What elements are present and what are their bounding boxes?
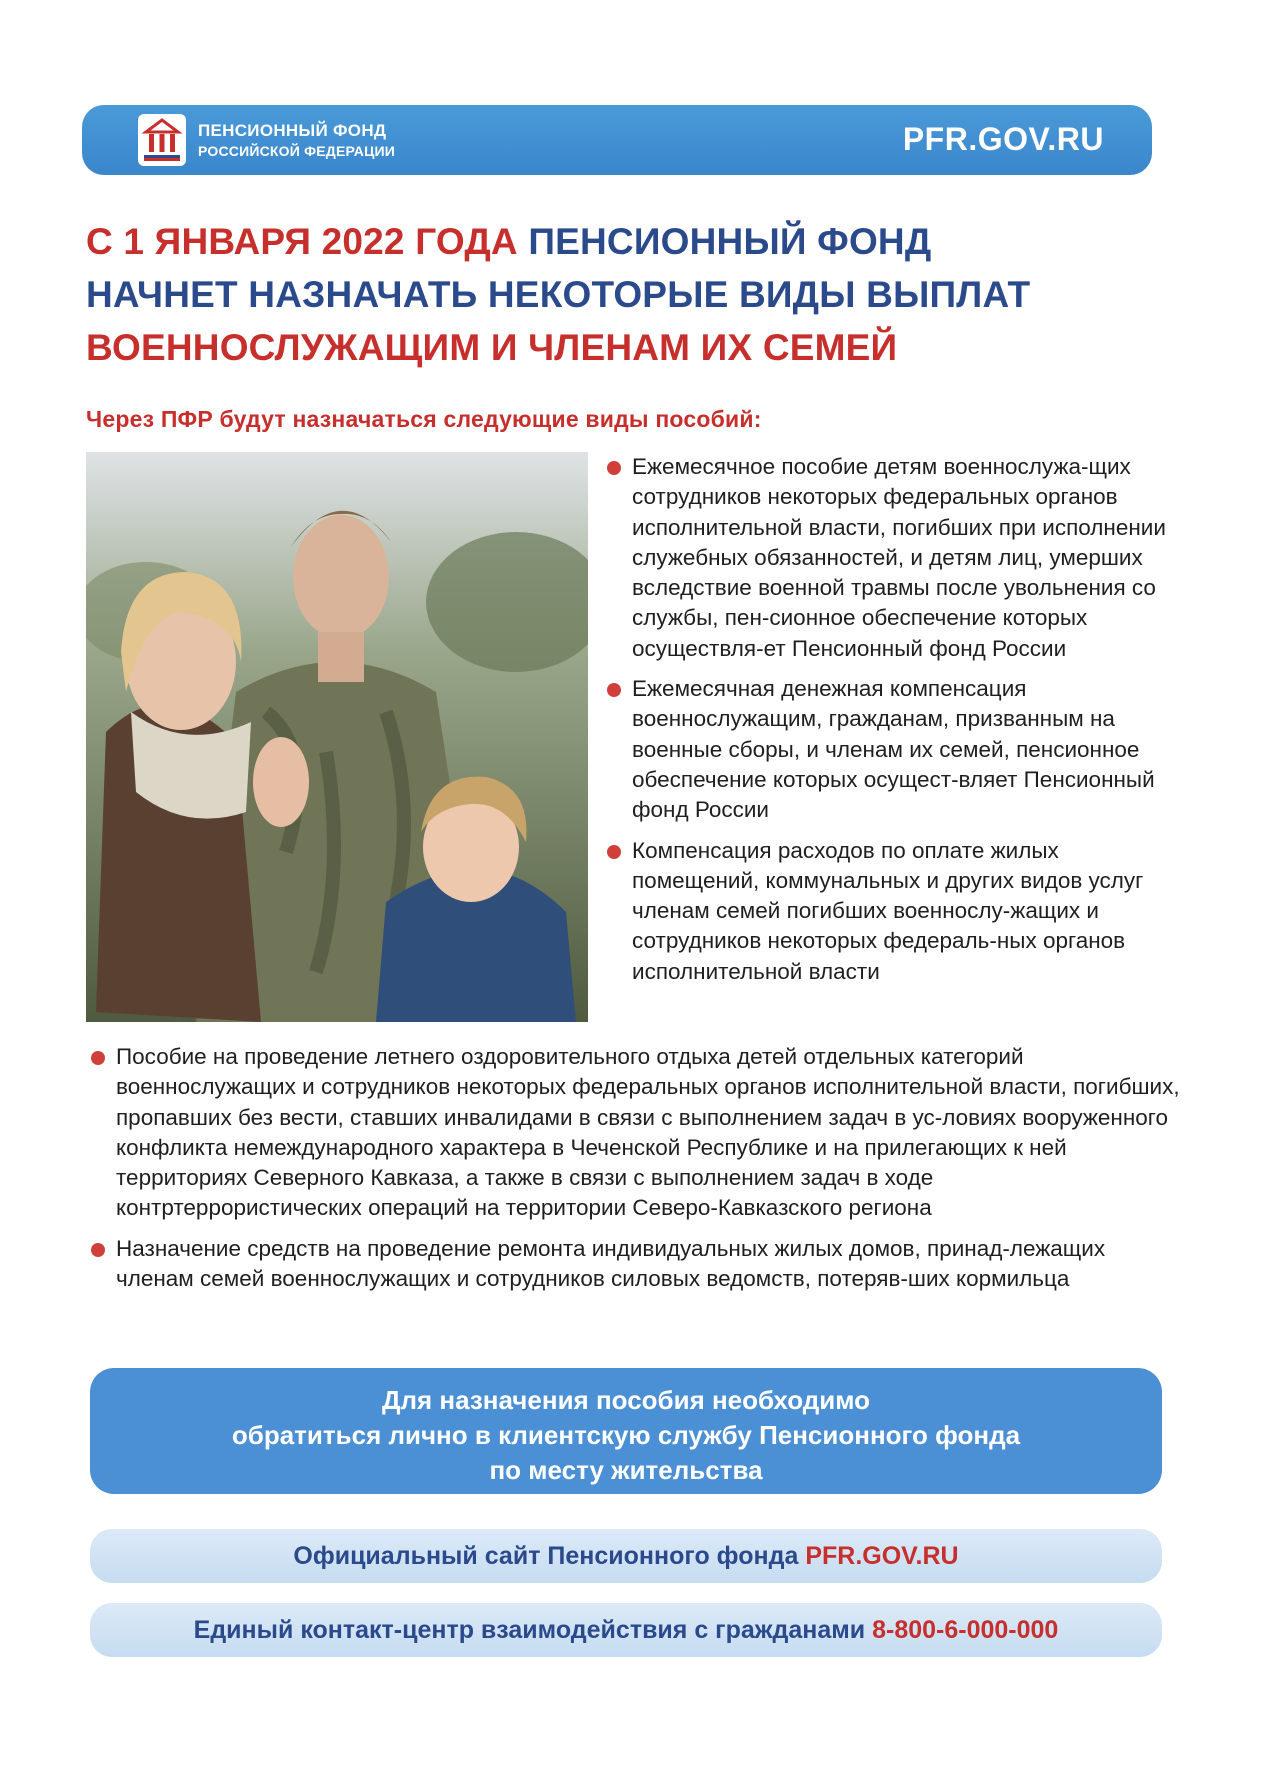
contact-phone-link[interactable]: 8-800-6-000-000 bbox=[872, 1616, 1059, 1644]
bullet-icon bbox=[91, 1243, 105, 1257]
header-site-link[interactable]: PFR.GOV.RU bbox=[902, 121, 1104, 157]
title-date: С 1 ЯНВАРЯ 2022 ГОДА bbox=[86, 221, 529, 262]
bullet-icon bbox=[91, 1051, 105, 1065]
list-item-text: Назначение средств на проведение ремонта индивидуальных жилых домов, принад-лежащих членам семей военнослужащих и сотрудников силовых ведомств, потеряв-ших кормильца bbox=[116, 1235, 1106, 1292]
bullet-icon bbox=[607, 845, 621, 859]
cta-banner bbox=[90, 1368, 1162, 1494]
cta-line1: Для назначения пособия необходимо bbox=[381, 1385, 871, 1415]
list-item bbox=[90, 1234, 1180, 1295]
header-banner bbox=[82, 105, 1152, 175]
page-title bbox=[86, 215, 1186, 374]
list-item-text: Ежемесячное пособие детям военнослужа-щих сотрудников некоторых федеральных органов исполнительной власти, погибших при исполнении служебных обязанностей, и детям лиц, умерших вследствие военной травмы после увольнения со службы, пен-сионное обеспечение которых осуществля-ет Пенсионный фонд России bbox=[632, 454, 1166, 661]
org-name-line1: ПЕНСИОННЫЙ ФОНД bbox=[198, 121, 387, 140]
bullet-icon bbox=[607, 683, 621, 697]
title-line2: НАЧНЕТ НАЗНАЧАТЬ НЕКОТОРЫЕ ВИДЫ ВЫПЛАТ bbox=[86, 274, 1031, 315]
benefits-list-bottom bbox=[90, 1042, 1180, 1304]
official-site-link[interactable]: PFR.GOV.RU bbox=[805, 1542, 959, 1570]
official-site-label: Официальный сайт Пенсионного фонда bbox=[293, 1542, 806, 1570]
bullet-icon bbox=[607, 461, 621, 475]
benefits-list-right bbox=[606, 452, 1178, 997]
cta-line2: обратиться лично в клиентскую службу Пенсионного фонда bbox=[231, 1420, 1021, 1450]
cta-line3: по месту жительства bbox=[489, 1455, 763, 1485]
list-item bbox=[606, 452, 1178, 664]
list-item-text: Компенсация расходов по оплате жилых помещений, коммунальных и других видов услуг членам семей погибших военнослу-жащих и сотрудников некоторых федераль-ных органов исполнительной власти bbox=[632, 837, 1144, 984]
org-name bbox=[198, 121, 395, 161]
contact-center-bar bbox=[90, 1603, 1162, 1657]
list-item bbox=[90, 1042, 1180, 1224]
title-fund: ПЕНСИОННЫЙ ФОНД bbox=[528, 221, 932, 262]
official-site-bar bbox=[90, 1529, 1162, 1583]
list-item-text: Пособие на проведение летнего оздоровительного отдыха детей отдельных категорий военнослужащих и сотрудников некоторых федеральных органов исполнительной власти, погибших, пропавших без вести, ставших инвалидами в связи с выполнением задач в ус-ловиях вооруженного конфликта немеждународного характера в Чеченской Республике и на прилегающих к ней территориях Северного Кавказа, а также в связи с выполнением задач в ходе контртеррористических операций на территории Северо-Кавказского региона bbox=[116, 1044, 1180, 1221]
title-line3: ВОЕННОСЛУЖАЩИМ И ЧЛЕНАМ ИХ СЕМЕЙ bbox=[86, 327, 898, 368]
org-name-line2: РОССИЙСКОЙ ФЕДЕРАЦИИ bbox=[198, 143, 396, 159]
list-item-text: Ежемесячная денежная компенсация военнослужащим, гражданам, призванным на военные сборы, и членам их семей, пенсионное обеспечение которых осущест-вляет Пенсионный фонд России bbox=[632, 676, 1155, 823]
contact-center-label: Единый контакт-центр взаимодействия с гражданами bbox=[193, 1616, 873, 1644]
list-item bbox=[606, 836, 1178, 987]
pfr-logo-icon bbox=[138, 114, 186, 166]
list-item bbox=[606, 674, 1178, 825]
family-photo bbox=[86, 452, 588, 1022]
section-subtitle: Через ПФР будут назначаться следующие виды пособий: bbox=[86, 406, 762, 432]
